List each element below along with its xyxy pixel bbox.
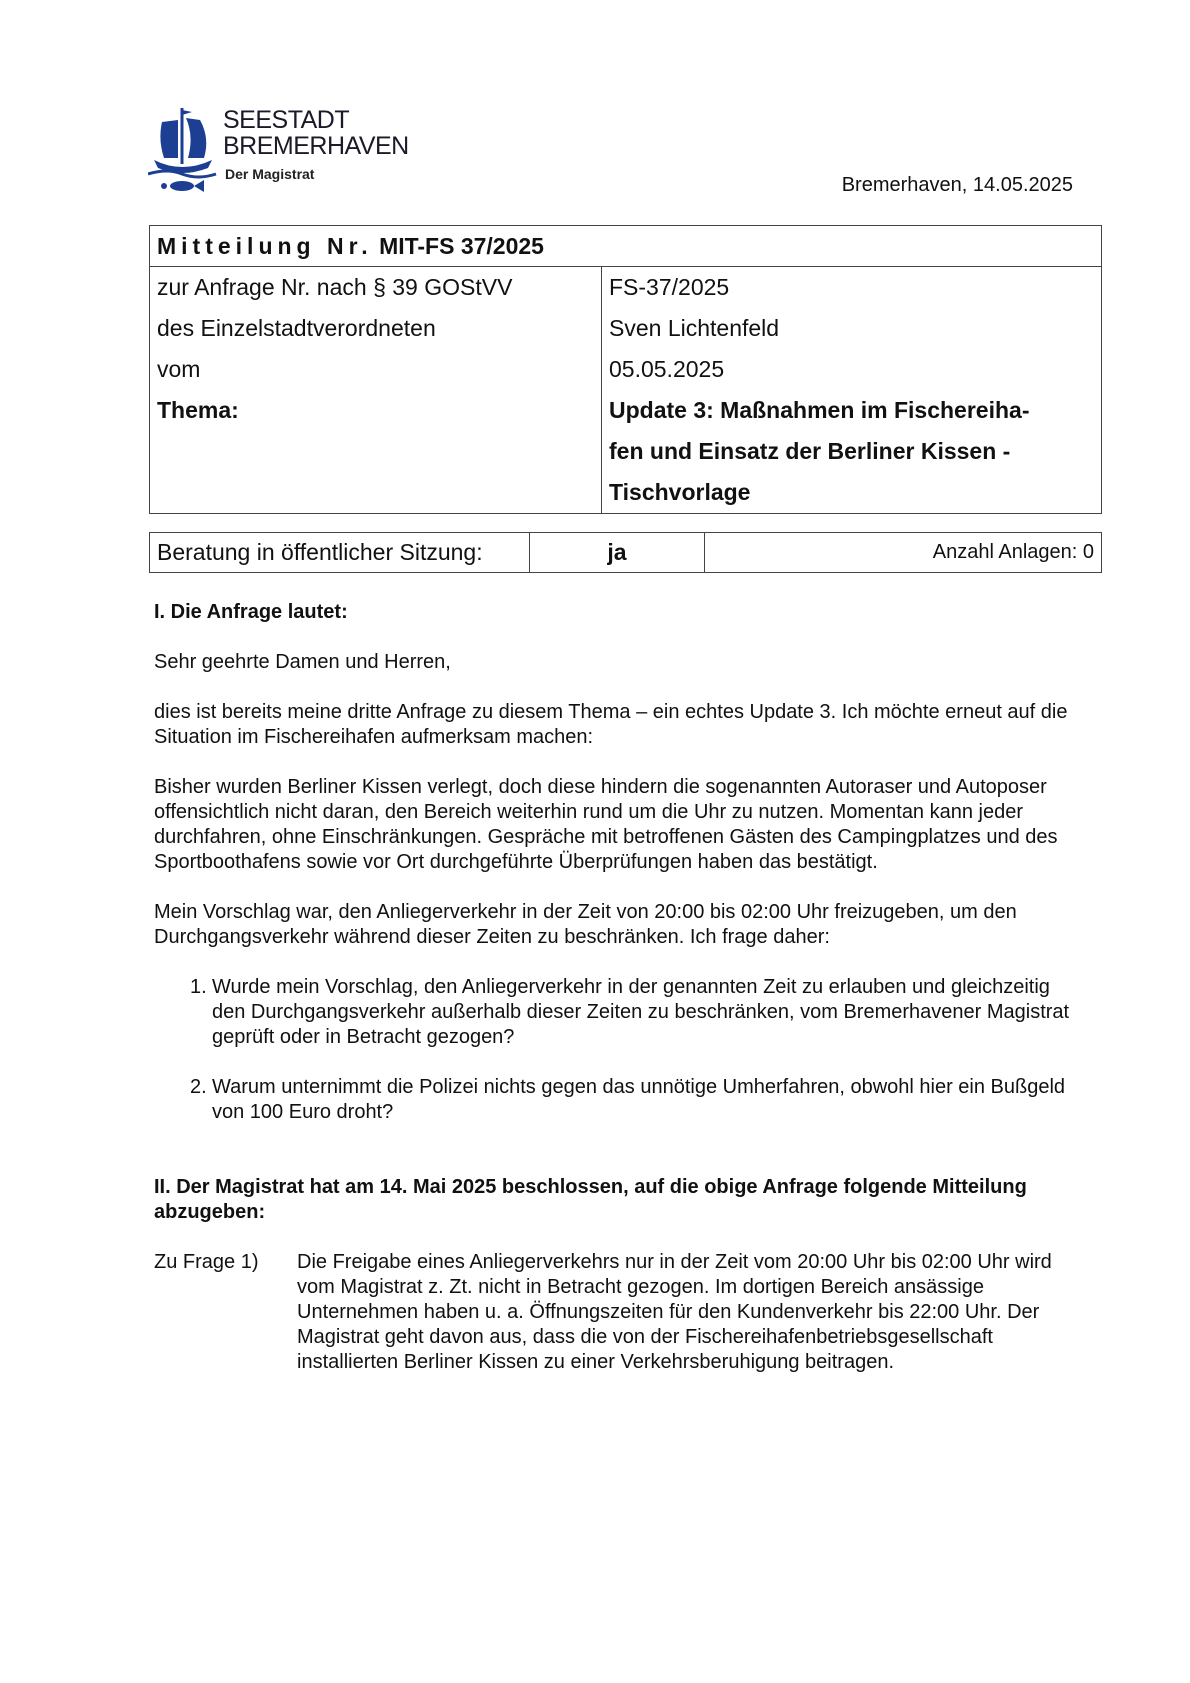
- answer-label: Zu Frage 1): [154, 1251, 259, 1273]
- question-item: [190, 975, 1074, 1050]
- session-value: ja: [530, 533, 705, 573]
- question-number: 1.: [190, 976, 207, 998]
- row-value-stadtverordneter: Sven Lichtenfeld: [609, 315, 780, 341]
- topic-line: Tischvorlage: [609, 479, 751, 505]
- header-table: [149, 225, 1102, 514]
- section1-heading: I. Die Anfrage lautet:: [154, 601, 348, 623]
- paragraph: Bisher wurden Berliner Kissen verlegt, doch diese hindern die sogenannten Autoraser und Autoposer offensichtlich nicht daran, den Bereich weiterhin rund um die Uhr zu nutzen. Momentan kann jeder durchfahren, ohne Einschränkungen. Gespräche mit betroffenen Gästen des Campingplatzes und des Sportboothafens sowie vor Ort durchgeführte Überprüfungen haben das bestätigt.: [154, 776, 1058, 873]
- city-logo: [148, 102, 408, 194]
- question-text: Wurde mein Vorschlag, den Anliegerverkehr in der genannten Zeit zu erlauben und gleichzeitig den Durchgangsverkehr außerhalb dieser Zeiten zu beschränken, vom Bremerhavener Magistrat geprüft oder in Betracht gezogen?: [212, 976, 1070, 1048]
- logo-line3: Der Magistrat: [225, 166, 315, 182]
- place-date: Bremerhaven, 14.05.2025: [841, 174, 1073, 196]
- logo-line1: SEESTADT: [223, 106, 350, 134]
- ship-emblem-icon: [148, 102, 218, 194]
- document-body: [154, 600, 1074, 1375]
- row-value-anfrage: FS-37/2025: [609, 274, 730, 300]
- section2-heading: II. Der Magistrat hat am 14. Mai 2025 beschlossen, auf die obige Anfrage folgende Mitteilung abzugeben:: [154, 1176, 1027, 1223]
- title-number: MIT-FS 37/2025: [379, 233, 544, 259]
- topic-line: Update 3: Maßnahmen im Fischereiha-: [609, 397, 1030, 423]
- title-prefix: Mitteilung Nr.: [157, 233, 373, 259]
- document-title: [150, 226, 1102, 267]
- answer-item: [154, 1250, 1074, 1375]
- session-label: Beratung in öffentlicher Sitzung:: [150, 533, 530, 573]
- row-label-anfrage: zur Anfrage Nr. nach § 39 GOStVV: [157, 274, 513, 300]
- question-number: 2.: [190, 1076, 207, 1098]
- answer-text: Die Freigabe eines Anliegerverkehrs nur in der Zeit vom 20:00 Uhr bis 02:00 Uhr wird vom Magistrat z. Zt. nicht in Betracht gezogen. Im dortigen Bereich ansässige Unternehmen haben u. a. Öffnungszeiten für den Kundenverkehr bis 22:00 Uhr. Der Magistrat geht davon aus, dass die von der Fischereihafenbetriebsgesellschaft installierten Berliner Kissen zu einer Verkehrsberuhigung beitragen.: [297, 1251, 1052, 1373]
- question-item: [190, 1075, 1074, 1125]
- row-value-vom: 05.05.2025: [609, 356, 725, 382]
- topic-line: fen und Einsatz der Berliner Kissen -: [609, 438, 1011, 464]
- session-table: [149, 532, 1102, 573]
- logo-line2: BREMERHAVEN: [223, 132, 409, 160]
- row-label-vom: vom: [157, 356, 201, 382]
- paragraph: dies ist bereits meine dritte Anfrage zu diesem Thema – ein echtes Update 3. Ich möchte erneut auf die Situation im Fischereihafen aufmerksam machen:: [154, 701, 1068, 748]
- attachments-count: Anzahl Anlagen: 0: [705, 533, 1102, 573]
- salutation: Sehr geehrte Damen und Herren,: [154, 651, 451, 673]
- question-list: [154, 975, 1074, 1125]
- row-label-stadtverordneter: des Einzelstadtverordneten: [157, 315, 436, 341]
- paragraph: Mein Vorschlag war, den Anliegerverkehr in der Zeit von 20:00 bis 02:00 Uhr freizugeben, um den Durchgangsverkehr während dieser Zeiten zu beschränken. Ich frage daher:: [154, 901, 1017, 948]
- topic-label: Thema:: [157, 397, 239, 423]
- question-text: Warum unternimmt die Polizei nichts gegen das unnötige Umherfahren, obwohl hier ein Bußgeld von 100 Euro droht?: [212, 1076, 1066, 1123]
